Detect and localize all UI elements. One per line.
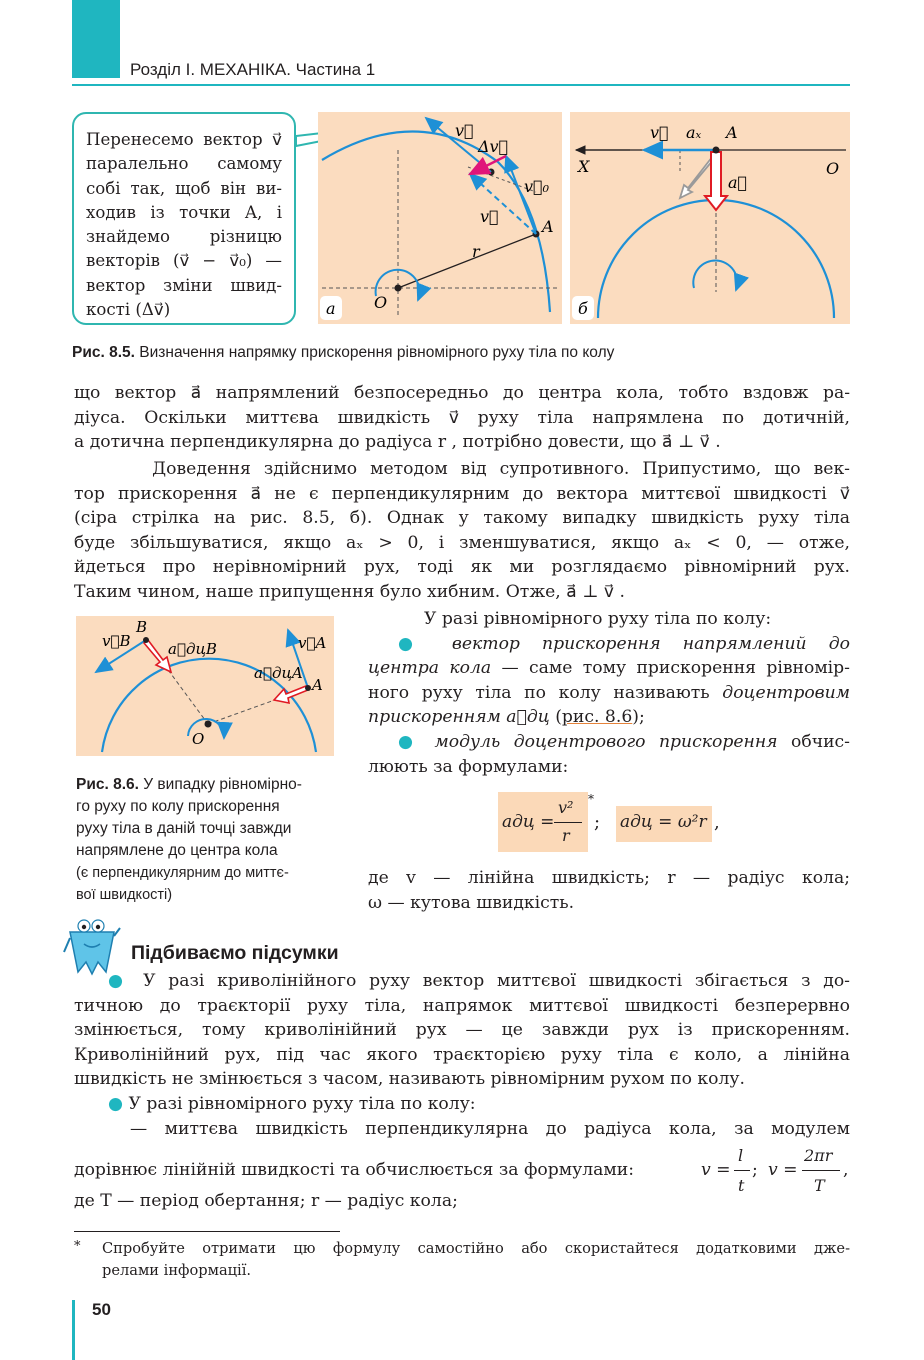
paragraph-2 bbox=[74, 457, 850, 605]
fraction-bar bbox=[554, 822, 582, 823]
figure-8-5-b bbox=[570, 112, 850, 324]
summary-last-line bbox=[74, 1189, 850, 1214]
label-aB: a⃗дцB bbox=[168, 640, 217, 658]
text-italic: модуль доцентрового прискорення bbox=[434, 731, 778, 752]
text-italic: доцентровим bbox=[722, 682, 850, 703]
caption-8-5 bbox=[72, 344, 614, 362]
label-B: B bbox=[136, 618, 148, 636]
footnote-rule bbox=[74, 1231, 340, 1232]
page-number-bar bbox=[72, 1300, 75, 1360]
caption-line: руху тіла в даній точці завжди bbox=[76, 820, 292, 837]
label-vB: v⃗B bbox=[102, 632, 131, 650]
center-dot bbox=[395, 285, 402, 292]
formula-numerator: v² bbox=[558, 798, 574, 817]
formula-denominator: r bbox=[562, 826, 570, 845]
text-line: де v — лінійна швидкість; r — радіус кола; bbox=[368, 868, 850, 888]
panel-label-a: а bbox=[326, 299, 336, 318]
text-line: Криволінійний рух, під час якого траєкторією руху тіла є коло, а лінійна bbox=[74, 1044, 850, 1065]
text-line: діуса. Оскільки миттєва швидкість v⃗ руху тіла напрямлена по дотичній, bbox=[74, 407, 850, 428]
label-v0: v⃗₀ bbox=[524, 177, 550, 196]
label-delta-v: Δv⃗ bbox=[478, 137, 509, 156]
bullet-icon: ● bbox=[398, 633, 452, 654]
label-v: v⃗ bbox=[650, 123, 669, 142]
caption-8-6 bbox=[76, 774, 336, 906]
label-v-top: v⃗ bbox=[455, 121, 474, 140]
callout-line: кості (Δv⃗) bbox=[86, 300, 171, 320]
paragraph-3 bbox=[368, 607, 850, 779]
label-x-axis: X bbox=[578, 157, 590, 176]
text-line: швидкість не змінюється з часом, називають рівномірним рухом по колу. bbox=[74, 1069, 745, 1090]
label-ax: aₓ bbox=[686, 123, 702, 142]
text-line bbox=[368, 656, 850, 681]
summary-body bbox=[74, 969, 850, 1141]
formula-line-text: дорівнює лінійній швидкості та обчислюється за формулами: bbox=[74, 1160, 635, 1180]
callout-line: знайдемо різницю bbox=[86, 227, 282, 247]
figure-8-5-b-svg bbox=[570, 112, 850, 324]
label-a: a⃗ bbox=[728, 173, 748, 192]
formula-v-lhs: v = bbox=[768, 1160, 798, 1180]
caption-line: У випадку рівномірно- bbox=[143, 776, 302, 793]
text-line: що вектор a⃗ напрямлений безпосередньо до центра кола, тобто вздовж ра- bbox=[74, 383, 850, 403]
caption-text: Визначення напрямку прискорення рівномірного руху тіла по колу bbox=[139, 344, 615, 361]
text-line bbox=[368, 681, 850, 706]
label-o: O bbox=[374, 293, 388, 312]
bullet-icon: ● bbox=[108, 1093, 129, 1114]
footnote-line: релами інформації. bbox=[102, 1262, 252, 1279]
panel-label-b: б bbox=[578, 299, 588, 318]
header-color-block bbox=[72, 0, 120, 78]
formula-numerator: l bbox=[738, 1146, 744, 1165]
formula-tail: , bbox=[843, 1160, 849, 1180]
callout-line: векторів (v⃗ − v⃗₀) — bbox=[86, 251, 282, 271]
text-line: ω — кутова швидкість. bbox=[368, 892, 575, 913]
text: обчис- bbox=[777, 731, 850, 752]
callout-line: паралельно самому bbox=[86, 154, 282, 174]
label-point-a: A bbox=[726, 123, 738, 142]
text-line: (сіра стрілка на рис. 8.5, б). Однак у такому випадку швидкість руху тіла bbox=[74, 508, 850, 529]
bullet-line bbox=[368, 730, 850, 755]
label-v-dashed: v⃗ bbox=[480, 207, 499, 226]
bullet-icon: ● bbox=[398, 731, 435, 752]
callout-line: вектор зміни швид- bbox=[86, 275, 282, 295]
footnote-line: Спробуйте отримати цю формулу самостійно або скористайтеся додатковими дже- bbox=[102, 1240, 850, 1257]
aB-vector bbox=[144, 640, 171, 672]
label-r: r bbox=[472, 242, 480, 261]
text: У разі рівномірного руху тіла по колу: bbox=[128, 1093, 476, 1114]
text-italic: вектор прискорення напрямлений до bbox=[451, 633, 851, 654]
text-line: змінюється, тому криволінійний рух — це завжди рух із прискоренням. bbox=[74, 1020, 850, 1041]
formula-denominator: t bbox=[738, 1176, 745, 1195]
fraction-bar bbox=[734, 1170, 750, 1171]
formula-separator: ; bbox=[594, 812, 601, 833]
text-line: — миттєва швидкість перпендикулярна до радіуса кола, за модулем bbox=[130, 1118, 850, 1139]
text: ного руху тіла по колу називають bbox=[368, 682, 723, 703]
text: — саме тому прискорення рівномір- bbox=[491, 658, 850, 679]
symbol-a-dc: a⃗дц bbox=[506, 707, 550, 728]
bullet-line bbox=[74, 1092, 850, 1117]
point-a-dot bbox=[713, 147, 720, 154]
running-header: Розділ І. МЕХАНІКА. Частина 1 bbox=[130, 60, 376, 79]
callout-line: Перенесемо вектор v⃗ bbox=[86, 130, 282, 149]
definitions bbox=[368, 866, 850, 915]
text-line: Доведення здійснимо методом від супротивного. Припустимо, що век- bbox=[74, 459, 850, 479]
text-italic: центра кола bbox=[368, 658, 492, 679]
text-line: прискоренням a⃗дц (рис. 8.6); bbox=[368, 707, 645, 728]
section-heading: Підбиваємо підсумки bbox=[131, 942, 339, 964]
page-number: 50 bbox=[92, 1300, 111, 1319]
label-o-axis: O bbox=[826, 159, 840, 178]
caption-label: Рис. 8.6. bbox=[76, 776, 139, 793]
text-line: а дотична перпендикулярна до радіуса r , потрібно довести, що a⃗ ⊥ v⃗ . bbox=[74, 432, 721, 453]
label-vA: v⃗A bbox=[298, 634, 327, 652]
text-line: буде збільшуватися, якщо aₓ > 0, і зменшуватися, якщо aₓ < 0, — отже, bbox=[74, 532, 850, 553]
bullet-line bbox=[74, 969, 850, 994]
callout-box bbox=[72, 112, 296, 325]
label-aA: a⃗дцA bbox=[254, 664, 303, 682]
label-O: O bbox=[192, 730, 205, 748]
caption-line: (є перпендикулярним до миттє- bbox=[76, 865, 289, 881]
center-dot bbox=[205, 721, 212, 728]
text-italic: прискоренням bbox=[368, 707, 501, 728]
figure-8-5-a bbox=[318, 112, 562, 324]
formula-centripetal-2 bbox=[616, 806, 712, 842]
formula-separator: ; bbox=[752, 1160, 758, 1180]
footnote bbox=[74, 1238, 850, 1282]
label-point-a: A bbox=[542, 217, 554, 236]
rotation-arrow bbox=[693, 261, 737, 290]
figure-reference-link[interactable]: рис. 8.6 bbox=[561, 707, 633, 728]
text-line: тичною до траєкторії руху тіла, напрямок миттєвої швидкості безперервно bbox=[74, 995, 850, 1016]
fraction-bar bbox=[802, 1170, 840, 1171]
caption-line: вої швидкості) bbox=[76, 887, 173, 903]
figure-8-6 bbox=[76, 616, 334, 756]
bullet-line bbox=[368, 632, 850, 657]
text-line: йдеться про нерівномірний рух, тоді як ми розглядаємо рівномірний рух. bbox=[74, 557, 850, 578]
text-line: де T — період обертання; r — радіус кола; bbox=[74, 1191, 458, 1211]
callout-text bbox=[86, 128, 282, 322]
caption-line: напрямлене до центра кола bbox=[76, 842, 278, 859]
formula-lhs: aдц = bbox=[502, 812, 555, 832]
figure-8-5-a-svg bbox=[318, 112, 562, 324]
caption-line: го руху по колу прискорення bbox=[76, 798, 280, 815]
paragraph-1 bbox=[74, 381, 850, 455]
figure-8-6-svg bbox=[76, 616, 334, 756]
callout-line: ходив із точки A, і bbox=[86, 202, 282, 222]
text-line: У разі рівномірного руху тіла по колу: bbox=[424, 609, 772, 629]
radius-line bbox=[398, 234, 536, 288]
footnote-marker: * bbox=[74, 1239, 81, 1254]
caption-label: Рис. 8.5. bbox=[72, 344, 135, 361]
formula-denominator: T bbox=[814, 1176, 825, 1195]
formula-centripetal-1 bbox=[498, 792, 588, 852]
text-line: Таким чином, наше припущення було хибним. Отже, a⃗ ⊥ v⃗ . bbox=[74, 581, 625, 602]
callout-line: собі так, щоб він ви- bbox=[86, 178, 282, 198]
footnote-marker: * bbox=[588, 792, 594, 806]
formula-tail: , bbox=[714, 812, 720, 833]
aA-vector bbox=[274, 686, 308, 703]
formula-text: aдц = ω²r bbox=[620, 812, 707, 832]
formula-numerator: 2πr bbox=[804, 1146, 833, 1165]
trajectory-arc bbox=[322, 131, 550, 312]
text-line: тор прискорення a⃗ не є перпендикулярним до вектора миттєвої швидкості v⃗ bbox=[74, 483, 850, 504]
formula-v-lhs: v = bbox=[701, 1160, 731, 1180]
text: У разі криволінійного руху вектор миттєвої швидкості збігається з до- bbox=[143, 971, 850, 991]
header-rule bbox=[72, 84, 850, 86]
label-A: A bbox=[312, 676, 323, 694]
bullet-icon: ● bbox=[108, 971, 144, 991]
text-line: люють за формулами: bbox=[368, 756, 569, 777]
